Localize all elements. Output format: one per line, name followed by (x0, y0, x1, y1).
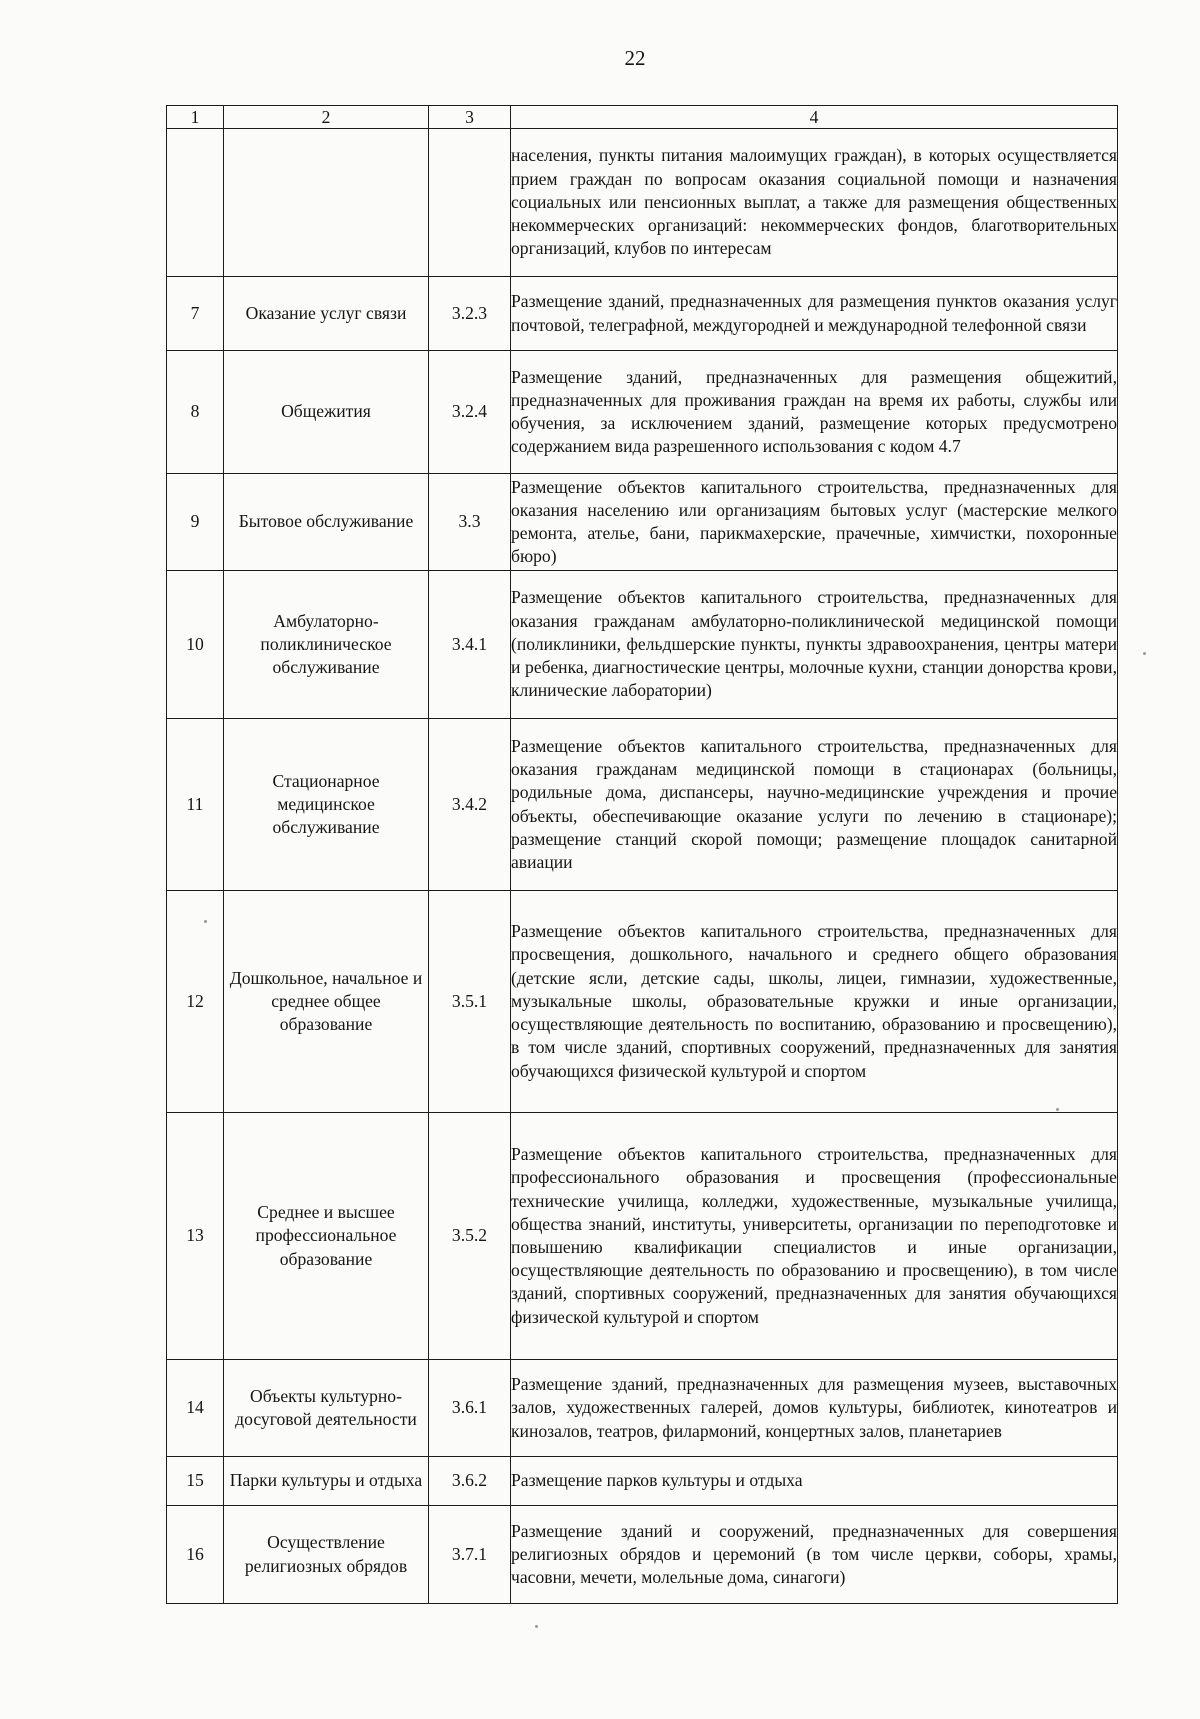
column-header: 3 (429, 106, 511, 129)
land-use-table (166, 105, 1118, 1604)
use-code: 3.2.3 (429, 277, 511, 351)
scan-speck (1143, 652, 1146, 655)
use-name: Амбулаторно-поликлиническое обслуживание (224, 571, 429, 719)
use-code: 3.5.1 (429, 891, 511, 1113)
table-row (167, 1360, 1118, 1457)
row-number: 12 (167, 891, 224, 1113)
row-number: 15 (167, 1457, 224, 1506)
table-row (167, 1113, 1118, 1360)
use-name (224, 129, 429, 277)
use-description: Размещение зданий и сооружений, предназначенных для совершения религиозных обрядов и церемоний (в том числе церкви, соборы, храмы, часовни, мечети, молельные дома, синагоги) (511, 1506, 1118, 1604)
table-row (167, 474, 1118, 571)
use-code: 3.7.1 (429, 1506, 511, 1604)
row-number (167, 129, 224, 277)
use-name: Объекты культурно-досуговой деятельности (224, 1360, 429, 1457)
row-number: 11 (167, 719, 224, 891)
use-description: Размещение объектов капитального строительства, предназначенных для профессионального образования и просвещения (профессиональные технические училища, колледжи, художественные, музыкальные училища, общества знаний, институты, университеты, организации по переподготовке и повышению квалификации специалистов и иные организации, осуществляющие деятельность по образованию и просвещению), в том числе зданий, спортивных сооружений, предназначенных для занятия обучающихся физической культурой и спортом (511, 1113, 1118, 1360)
row-number: 14 (167, 1360, 224, 1457)
use-description: Размещение объектов капитального строительства, предназначенных для оказания населению или организациям бытовых услуг (мастерские мелкого ремонта, ателье, бани, парикмахерские, прачечные, химчистки, похоронные бюро) (511, 474, 1118, 571)
table-row (167, 1457, 1118, 1506)
column-header: 2 (224, 106, 429, 129)
use-description: Размещение объектов капитального строительства, предназначенных для оказания гражданам медицинской помощи в стационарах (больницы, родильные дома, диспансеры, научно-медицинские учреждения и прочие объекты, обеспечивающие оказание услуги по лечению в стационаре); размещение станций скорой помощи; размещение площадок санитарной авиации (511, 719, 1118, 891)
use-name: Среднее и высшее профессиональное образование (224, 1113, 429, 1360)
row-number: 8 (167, 351, 224, 474)
use-name: Бытовое обслуживание (224, 474, 429, 571)
use-description: Размещение парков культуры и отдыха (511, 1457, 1118, 1506)
row-number: 16 (167, 1506, 224, 1604)
scan-speck (1056, 1108, 1059, 1111)
scan-speck (535, 1625, 538, 1628)
use-description: Размещение объектов капитального строительства, предназначенных для оказания гражданам амбулаторно-поликлинической медицинской помощи (поликлиники, фельдшерские пункты, пункты здравоохранения, центры матери и ребенка, диагностические центры, молочные кухни, станции донорства крови, клинические лаборатории) (511, 571, 1118, 719)
table-row (167, 277, 1118, 351)
use-code: 3.6.1 (429, 1360, 511, 1457)
use-code: 3.4.2 (429, 719, 511, 891)
row-number: 7 (167, 277, 224, 351)
scan-speck (204, 920, 207, 923)
use-description: Размещение зданий, предназначенных для размещения музеев, выставочных залов, художественных галерей, домов культуры, библиотек, кинотеатров и кинозалов, театров, филармоний, концертных залов, планетариев (511, 1360, 1118, 1457)
use-name: Оказание услуг связи (224, 277, 429, 351)
table-row (167, 891, 1118, 1113)
use-code: 3.6.2 (429, 1457, 511, 1506)
table-row (167, 571, 1118, 719)
row-number: 10 (167, 571, 224, 719)
row-number: 13 (167, 1113, 224, 1360)
use-code: 3.3 (429, 474, 511, 571)
table-row (167, 719, 1118, 891)
use-description: Размещение зданий, предназначенных для размещения пунктов оказания услуг почтовой, телеграфной, междугородней и международной телефонной связи (511, 277, 1118, 351)
table-row (167, 129, 1118, 277)
column-header: 1 (167, 106, 224, 129)
use-code: 3.2.4 (429, 351, 511, 474)
use-description: Размещение зданий, предназначенных для размещения общежитий, предназначенных для проживания граждан на время их работы, службы или обучения, за исключением зданий, размещение которых предусмотрено содержанием вида разрешенного использования с кодом 4.7 (511, 351, 1118, 474)
column-header: 4 (511, 106, 1118, 129)
use-code: 3.5.2 (429, 1113, 511, 1360)
table-header-row (167, 106, 1118, 129)
table-row (167, 1506, 1118, 1604)
use-name: Парки культуры и отдыха (224, 1457, 429, 1506)
use-name: Осуществление религиозных обрядов (224, 1506, 429, 1604)
page-number: 22 (624, 46, 646, 70)
use-code (429, 129, 511, 277)
use-name: Стационарное медицинское обслуживание (224, 719, 429, 891)
use-description: Размещение объектов капитального строительства, предназначенных для просвещения, дошкольного, начального и среднего общего образования (детские ясли, детские сады, школы, лицеи, гимназии, художественные, музыкальные школы, образовательные кружки и иные организации, осуществляющие деятельность по воспитанию, образованию и просвещению), в том числе зданий, спортивных сооружений, предназначенных для занятия обучающихся физической культурой и спортом (511, 891, 1118, 1113)
row-number: 9 (167, 474, 224, 571)
use-code: 3.4.1 (429, 571, 511, 719)
use-name: Дошкольное, начальное и среднее общее образование (224, 891, 429, 1113)
table-row (167, 351, 1118, 474)
use-description: населения, пункты питания малоимущих граждан), в которых осуществляется прием граждан по вопросам оказания социальной помощи и назначения социальных или пенсионных выплат, а также для размещения общественных некоммерческих организаций: некоммерческих фондов, благотворительных организаций, клубов по интересам (511, 129, 1118, 277)
use-name: Общежития (224, 351, 429, 474)
